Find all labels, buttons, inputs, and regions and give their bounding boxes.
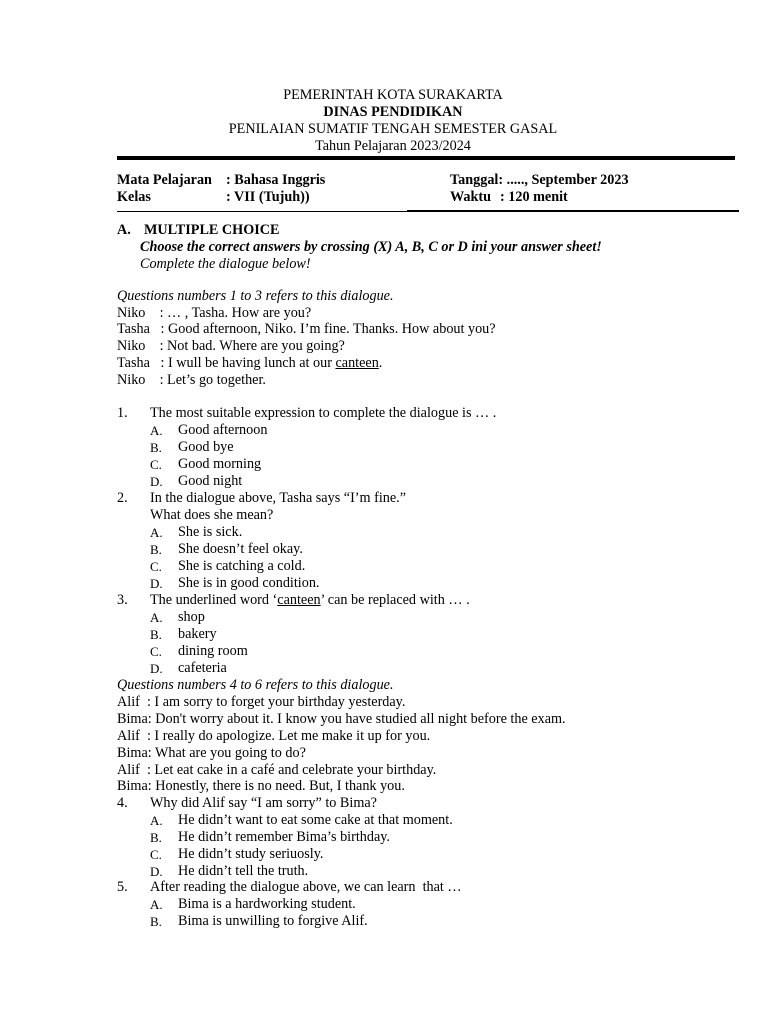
- option-letter: B.: [150, 440, 162, 455]
- option-text: Bima is unwilling to forgive Alif.: [178, 913, 368, 929]
- underlined-word-canteen: canteen: [277, 592, 321, 608]
- option-text: shop: [178, 609, 205, 625]
- question-number: 1.: [117, 405, 128, 421]
- date-value: ....., September 2023: [503, 172, 629, 188]
- section-letter: A.: [117, 222, 131, 238]
- header-divider: [117, 156, 735, 160]
- option-letter: C.: [150, 644, 162, 659]
- option-letter: A.: [150, 813, 163, 828]
- option-letter: D.: [150, 864, 163, 879]
- header-assessment: PENILAIAN SUMATIF TENGAH SEMESTER GASAL: [228, 121, 558, 137]
- option-letter: D.: [150, 474, 163, 489]
- question-text: The most suitable expression to complete the dialogue is … .: [150, 405, 497, 421]
- option-letter: C.: [150, 847, 162, 862]
- dialogue1-line-end: .: [378, 355, 383, 371]
- header-department: DINAS PENDIDIKAN: [323, 104, 463, 120]
- option-text: He didn’t want to eat some cake at that moment.: [178, 812, 453, 828]
- time-value: : 120 menit: [500, 189, 568, 205]
- underlined-word-canteen: canteen: [335, 355, 379, 371]
- dialogue2-line: Alif : I really do apologize. Let me make it up for you.: [117, 728, 431, 744]
- option-letter: A.: [150, 525, 163, 540]
- option-letter: B.: [150, 830, 162, 845]
- dialogue1-line: [117, 355, 382, 372]
- dialogue1-intro: Questions numbers 1 to 3 refers to this dialogue.: [117, 288, 394, 304]
- dialogue2-intro: Questions numbers 4 to 6 refers to this dialogue.: [117, 677, 394, 693]
- section-instruction: Choose the correct answers by crossing (X) A, B, C or D ini your answer sheet!: [140, 239, 602, 255]
- subject-label: Mata Pelajaran: [117, 172, 212, 188]
- option-text: She doesn’t feel okay.: [178, 541, 303, 557]
- dialogue1-line: Niko : Not bad. Where are you going?: [117, 338, 345, 354]
- dialogue2-line: Bima: What are you going to do?: [117, 745, 306, 761]
- option-text: Good morning: [178, 456, 262, 472]
- dialogue2-line: Bima: Don't worry about it. I know you have studied all night before the exam.: [117, 711, 566, 727]
- option-letter: D.: [150, 576, 163, 591]
- question-number: 5.: [117, 879, 128, 895]
- date-field: [450, 172, 629, 189]
- dialogue1-line: Tasha : Good afternoon, Niko. I’m fine. Thanks. How about you?: [117, 321, 496, 337]
- option-text: She is in good condition.: [178, 575, 320, 591]
- section-title: MULTIPLE CHOICE: [144, 222, 280, 238]
- option-letter: B.: [150, 542, 162, 557]
- time-label: Waktu: [450, 189, 492, 205]
- document-header: [0, 87, 768, 155]
- info-divider-left: [117, 211, 407, 212]
- dialogue2-line: Alif : Let eat cake in a café and celebrate your birthday.: [117, 762, 437, 778]
- option-text: cafeteria: [178, 660, 227, 676]
- option-letter: B.: [150, 914, 162, 929]
- question-text-continued: What does she mean?: [150, 507, 274, 523]
- dialogue1-line: Niko : … , Tasha. How are you?: [117, 305, 312, 321]
- class-label: Kelas: [117, 189, 151, 205]
- option-text: She is catching a cold.: [178, 558, 306, 574]
- option-text: Good bye: [178, 439, 234, 455]
- option-text: Good night: [178, 473, 243, 489]
- option-letter: C.: [150, 559, 162, 574]
- option-text: bakery: [178, 626, 217, 642]
- question-number: 3.: [117, 592, 128, 608]
- option-text: He didn’t study seriuosly.: [178, 846, 324, 862]
- option-letter: A.: [150, 610, 163, 625]
- option-text: dining room: [178, 643, 248, 659]
- question-text-end: ’ can be replaced with … .: [320, 592, 470, 608]
- question-text-start: The underlined word ‘: [150, 592, 278, 608]
- dialogue2-line: Bima: Honestly, there is no need. But, I thank you.: [117, 778, 405, 794]
- dialogue1-line-text: Tasha : I wull be having lunch at our: [117, 355, 336, 371]
- header-school-year: Tahun Pelajaran 2023/2024: [315, 138, 471, 154]
- option-text: Good afternoon: [178, 422, 268, 438]
- header-government: PEMERINTAH KOTA SURAKARTA: [283, 87, 503, 103]
- question-number: 2.: [117, 490, 128, 506]
- option-text: She is sick.: [178, 524, 243, 540]
- date-label: Tanggal:: [450, 172, 504, 188]
- subject-value: : Bahasa Inggris: [226, 172, 326, 188]
- question-text: [150, 592, 470, 609]
- option-text: He didn’t tell the truth.: [178, 863, 309, 879]
- question-number: 4.: [117, 795, 128, 811]
- class-value: : VII (Tujuh)): [226, 189, 310, 205]
- question-text: Why did Alif say “I am sorry” to Bima?: [150, 795, 377, 811]
- section-subinstruction: Complete the dialogue below!: [140, 256, 311, 272]
- option-letter: D.: [150, 661, 163, 676]
- option-letter: A.: [150, 423, 163, 438]
- option-letter: A.: [150, 897, 163, 912]
- question-text: After reading the dialogue above, we can learn that …: [150, 879, 462, 895]
- question-text: In the dialogue above, Tasha says “I’m fine.”: [150, 490, 406, 506]
- dialogue1-line: Niko : Let’s go together.: [117, 372, 266, 388]
- option-text: Bima is a hardworking student.: [178, 896, 356, 912]
- info-divider-right: [407, 210, 739, 212]
- option-letter: B.: [150, 627, 162, 642]
- option-letter: C.: [150, 457, 162, 472]
- option-text: He didn’t remember Bima’s birthday.: [178, 829, 390, 845]
- dialogue2-line: Alif : I am sorry to forget your birthday yesterday.: [117, 694, 406, 710]
